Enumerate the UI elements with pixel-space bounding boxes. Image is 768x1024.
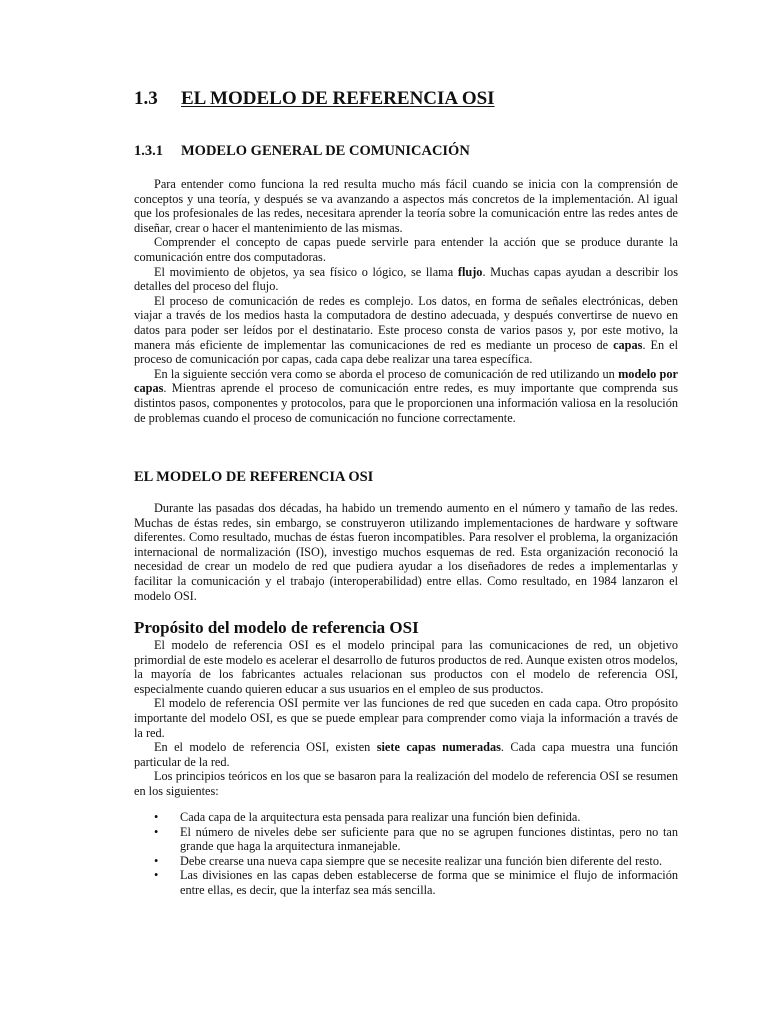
list-item: • Debe crearse una nueva capa siempre que se necesite realizar una función bien diferente del resto. — [154, 853, 663, 868]
bullet-icon: • — [154, 810, 159, 824]
subsection-number: 1.3.1 — [134, 143, 163, 159]
intro-section-body — [134, 177, 678, 425]
principles-list — [134, 810, 678, 898]
osi-section-body — [134, 501, 678, 603]
paragraph: Durante las pasadas dos décadas, ha habido un tremendo aumento en el número y tamaño de las redes. Muchas de éstas redes, sin embargo, se construyeron utilizando implementaciones de hardware y software diferentes. Como resultado, muchas de éstas fueron incompatibles. Para resolver el problema, la organización internacional de normalización (ISO), investigo muchos esquemas de red. Esta organización reconoció la necesidad de crear un modelo de red que pudiera ayudar a los diseñadores de redes a implementarlas y facilitar la comunicación y el trabajo (interoperabilidad) entre ellas. Como resultado, en 1984 lanzaron el modelo OSI. — [134, 501, 678, 603]
osi-heading: EL MODELO DE REFERENCIA OSI — [134, 469, 374, 485]
paragraph: Para entender como funciona la red resulta mucho más fácil cuando se inicia con la comprensión de conceptos y una teoría, y después se va avanzando a aspectos más concretos de la implementación. Al igual que los profesionales de las redes, necesitara aprender la teoría sobre la comunicación entre las redes antes de diseñar, crear o hacer el mantenimiento de las mismas. — [134, 177, 678, 235]
paragraph: Los principios teóricos en los que se basaron para la realización del modelo de referencia OSI se resumen en los siguientes: — [134, 769, 678, 798]
list-item: • Cada capa de la arquitectura esta pensada para realizar una función bien definida. — [154, 810, 581, 824]
bold-term: modelo por capas — [134, 366, 678, 396]
bullet-icon: • — [154, 824, 159, 839]
purpose-section-body — [134, 638, 678, 799]
list-item: • Las divisiones en las capas deben establecerse de forma que se minimice el flujo de información entre ellas, es decir, que la interfaz sea más sencilla. — [154, 868, 678, 897]
list-item: • El número de niveles debe ser suficiente para que no se agrupen funciones distintas, pero no tan grande que haga la arquitectura inmanejable. — [154, 824, 678, 854]
paragraph: El proceso de comunicación de redes es complejo. Los datos, en forma de señales electrónicas, deben viajar a través de los medios hasta la computadora de destino adecuada, y después convertirse de nuevo en datos para poder ser leídos por el destinatario. Este proceso consta de varios pasos y, por este motivo, la manera más eficiente de implementar las comunicaciones de red es mediante un proceso de capas. En el proceso de comunicación por capas, cada capa debe realizar una tarea específica. — [134, 293, 678, 367]
subsection-title: MODELO GENERAL DE COMUNICACIÓN — [181, 143, 470, 159]
paragraph: En el modelo de referencia OSI, existen siete capas numeradas. Cada capa muestra una función particular de la red. — [134, 740, 679, 769]
paragraph: El modelo de referencia OSI permite ver las funciones de red que suceden en cada capa. Otro propósito importante del modelo OSI, es que se puede emplear para comprender como viaja la información a través de la red. — [134, 696, 678, 740]
subsection-heading-1-3-1 — [134, 143, 470, 160]
section-number: 1.3 — [134, 88, 158, 109]
bold-term: flujo — [457, 264, 483, 279]
paragraph: El movimiento de objetos, ya sea físico o lógico, se llama flujo. Muchas capas ayudan a describir los detalles del proceso del flujo. — [134, 264, 678, 294]
paragraph: Comprender el concepto de capas puede servirle para entender la acción que se produce durante la comunicación entre dos computadoras. — [134, 235, 678, 264]
bold-term: siete capas numeradas — [376, 740, 501, 755]
paragraph: El modelo de referencia OSI es el modelo principal para las comunicaciones de red, un objetivo primordial de este modelo es acelerar el desarrollo de futuros productos de red. Aunque existen otros modelos, la mayoría de los fabricantes actuales relacionan sus productos con el modelo de referencia OSI, especialmente cuando quieren educar a sus usuarios en el empleo de sus productos. — [134, 638, 678, 696]
bullet-icon: • — [154, 853, 159, 868]
section-title: EL MODELO DE REFERENCIA OSI — [181, 88, 495, 109]
bullet-icon: • — [154, 868, 159, 883]
bold-term: capas — [613, 337, 643, 352]
paragraph: En la siguiente sección vera como se aborda el proceso de comunicación de red utilizando un modelo por capas. Mientras aprende el proceso de comunicación entre redes, es muy importante que comprenda sus distintos pasos, componentes y protocolos, para que le proporcionen una información valiosa en la resolución de problemas cuando el proceso de comunicación no funcione correctamente. — [134, 366, 678, 425]
section-heading-1-3 — [134, 88, 495, 110]
purpose-heading: Propósito del modelo de referencia OSI — [134, 618, 419, 637]
